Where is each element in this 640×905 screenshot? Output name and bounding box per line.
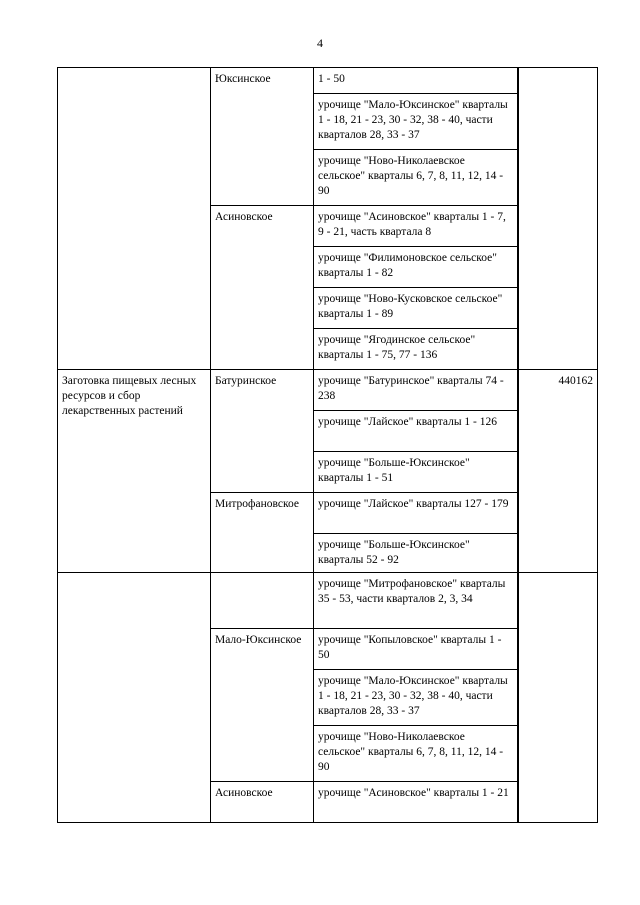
- activity-cell: [58, 573, 211, 823]
- code-cell: 440162: [518, 370, 598, 573]
- activity-cell: Заготовка пищевых лесных ресурсов и сбор лекарственных растений: [58, 370, 211, 573]
- tract-cell: урочище "Асиновское" кварталы 1 - 7, 9 - 21, часть квартала 8: [314, 206, 518, 247]
- tract-cell: 1 - 50: [314, 68, 518, 94]
- forestry-cell: Батуринское: [211, 370, 314, 493]
- table-row: [58, 370, 598, 411]
- tract-cell: урочище "Больше-Юксинское" кварталы 1 - 51: [314, 452, 518, 493]
- tract-cell: урочище "Мало-Юксинское" кварталы 1 - 18, 21 - 23, 30 - 32, 38 - 40, части кварталов 28, 33 - 37: [314, 94, 518, 150]
- tract-cell: урочище "Филимоновское сельское" кварталы 1 - 82: [314, 247, 518, 288]
- forestry-cell: Юксинское: [211, 68, 314, 206]
- forestry-cell: Асиновское: [211, 206, 314, 370]
- forestry-cell: Асиновское: [211, 782, 314, 823]
- tract-cell: урочище "Больше-Юксинское" кварталы 52 - 92: [314, 534, 518, 573]
- activity-cell: [58, 68, 211, 370]
- page-number: 4: [317, 36, 323, 50]
- tract-cell: урочище "Ягодинское сельское" кварталы 1 - 75, 77 - 136: [314, 329, 518, 370]
- tract-cell: урочище "Лайское" кварталы 127 - 179: [314, 493, 518, 534]
- table-row: [58, 68, 598, 94]
- tract-cell: урочище "Асиновское" кварталы 1 - 21: [314, 782, 518, 823]
- forest-use-table: [57, 67, 598, 823]
- tract-cell: урочище "Копыловское" кварталы 1 - 50: [314, 629, 518, 670]
- forestry-cell: Мало-Юксинское: [211, 629, 314, 782]
- code-cell: [518, 573, 598, 823]
- tract-cell: урочище "Мало-Юксинское" кварталы 1 - 18, 21 - 23, 30 - 32, 38 - 40, части кварталов 28, 33 - 37: [314, 670, 518, 726]
- tract-cell: урочище "Лайское" кварталы 1 - 126: [314, 411, 518, 452]
- tract-cell: урочище "Митрофановское" кварталы 35 - 53, части кварталов 2, 3, 34: [314, 573, 518, 629]
- forestry-cell: [211, 573, 314, 629]
- table-row: [58, 573, 598, 629]
- code-cell: [518, 68, 598, 370]
- tract-cell: урочище "Ново-Николаевское сельское" кварталы 6, 7, 8, 11, 12, 14 - 90: [314, 150, 518, 206]
- tract-cell: урочище "Батуринское" кварталы 74 - 238: [314, 370, 518, 411]
- forestry-cell: Митрофановское: [211, 493, 314, 573]
- tract-cell: урочище "Ново-Николаевское сельское" кварталы 6, 7, 8, 11, 12, 14 - 90: [314, 726, 518, 782]
- tract-cell: урочище "Ново-Кусковское сельское" кварталы 1 - 89: [314, 288, 518, 329]
